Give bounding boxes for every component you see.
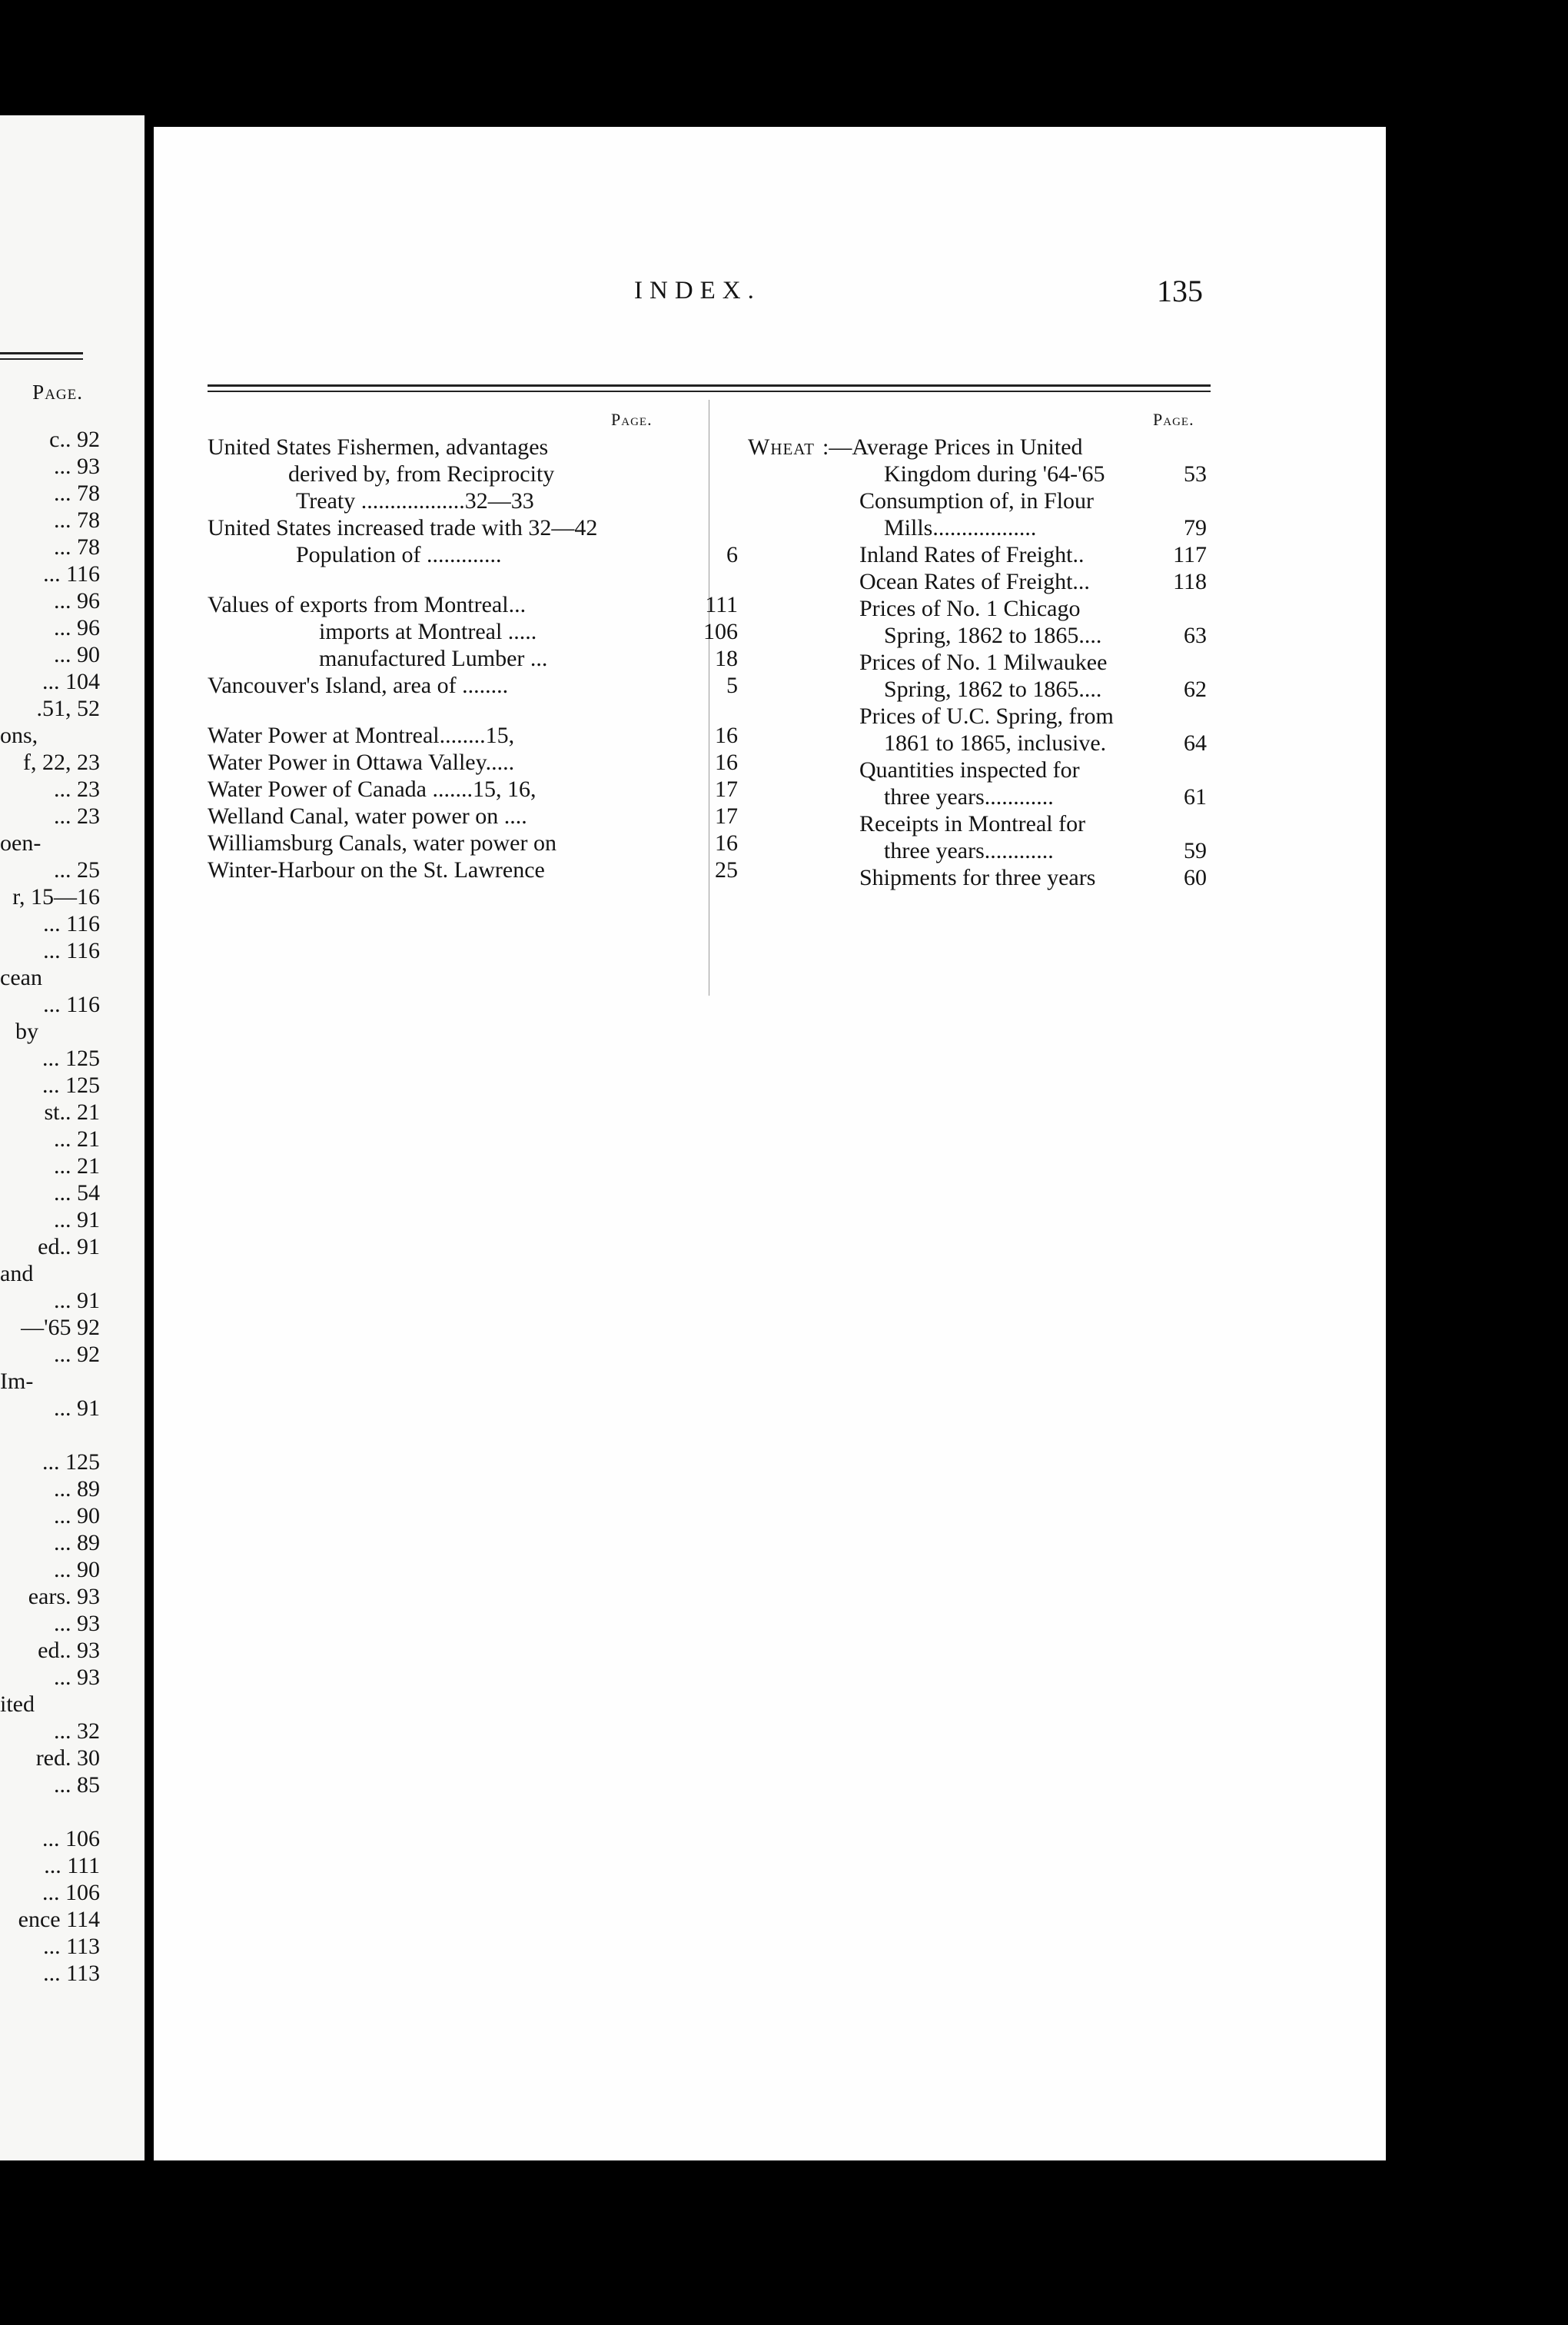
index-entry <box>884 677 1207 703</box>
previous-page-line: ... 116 <box>43 911 100 936</box>
index-entry <box>884 515 1207 541</box>
previous-page-line: ... 113 <box>43 1961 100 1986</box>
previous-page-line: f, 22, 23 <box>23 750 100 775</box>
index-entry-text: Spring, 1862 to 1865.... <box>884 623 1102 648</box>
previous-page-line: oen- <box>0 830 42 856</box>
index-entry-page: 61 <box>1184 784 1207 810</box>
index-entry <box>884 838 1207 864</box>
previous-page-line: ... 116 <box>43 561 100 587</box>
previous-page-line: ... 21 <box>54 1153 100 1179</box>
previous-page-line: ... 89 <box>54 1530 100 1555</box>
index-entry-page: 25 <box>715 857 738 883</box>
index-entry-page: 53 <box>1184 461 1207 487</box>
index-entry <box>208 723 738 749</box>
previous-page-line: ... 93 <box>54 454 100 479</box>
previous-page-page-label: Page. <box>32 381 83 404</box>
previous-page-line: ... 25 <box>54 857 100 883</box>
index-entry-text: manufactured Lumber ... <box>319 646 548 671</box>
index-entry-text: Winter-Harbour on the St. Lawrence <box>208 857 545 883</box>
previous-page-line: Im- <box>0 1369 34 1394</box>
index-entry-text: Kingdom during '64-'65 <box>884 461 1105 487</box>
previous-page-line: ... 23 <box>54 803 100 829</box>
index-entry <box>859 703 1207 730</box>
index-entry <box>288 461 738 487</box>
previous-page-line: ... 96 <box>54 615 100 640</box>
index-entry-text: derived by, from Reciprocity <box>288 461 555 487</box>
index-entry <box>859 596 1207 622</box>
previous-page-line: cean <box>0 965 42 990</box>
previous-page-line: ... 106 <box>42 1880 100 1905</box>
index-entry <box>208 673 738 699</box>
previous-page-line: ited <box>0 1691 35 1717</box>
previous-page-line: ... 93 <box>54 1665 100 1690</box>
index-entry-text: Williamsburg Canals, water power on <box>208 830 556 856</box>
previous-page-line: ... 23 <box>54 777 100 802</box>
index-entry <box>859 811 1207 837</box>
previous-page-line: ... 125 <box>42 1449 100 1475</box>
previous-page-line: ed.. 91 <box>38 1234 100 1259</box>
index-entry-page: 18 <box>715 646 738 671</box>
previous-page-line: ears. 93 <box>28 1584 100 1609</box>
index-entry-text: Ocean Rates of Freight... <box>859 569 1090 594</box>
previous-page-line: ... 96 <box>54 588 100 614</box>
previous-page-line: ... 89 <box>54 1476 100 1502</box>
index-entry-text: three years............ <box>884 784 1054 810</box>
index-entry <box>822 434 1207 461</box>
index-entry-text: Consumption of, in Flour <box>859 488 1095 514</box>
previous-page-line: ... 111 <box>44 1853 100 1878</box>
previous-page-line: ... 85 <box>54 1772 100 1798</box>
index-entry <box>208 803 738 830</box>
previous-page-line: ... 90 <box>54 1503 100 1528</box>
index-entry-text: Inland Rates of Freight.. <box>859 542 1085 567</box>
index-entry-text: Spring, 1862 to 1865.... <box>884 677 1102 702</box>
previous-page-line: ... 90 <box>54 642 100 667</box>
previous-page-line: by <box>15 1019 38 1044</box>
index-entry-text: Water Power at Montreal........15, <box>208 723 515 748</box>
header-rule <box>208 384 1211 387</box>
index-entry-page: 17 <box>715 777 738 802</box>
previous-page-line: ... 91 <box>54 1288 100 1313</box>
previous-page-rule <box>0 352 83 354</box>
index-entry-text: Prices of No. 1 Chicago <box>859 596 1081 621</box>
previous-page-line: r, 15—16 <box>12 884 100 910</box>
index-entry <box>319 646 738 672</box>
index-entry <box>208 777 738 803</box>
previous-page-line: c.. 92 <box>49 427 100 452</box>
index-entry <box>208 592 738 618</box>
index-entry <box>859 865 1207 891</box>
previous-page-line: ... 104 <box>42 669 100 694</box>
previous-page-line: ... 91 <box>54 1207 100 1232</box>
previous-page-line: ... 92 <box>54 1342 100 1367</box>
previous-page-line: and <box>0 1261 34 1286</box>
index-entry-text: Population of ............. <box>296 542 502 567</box>
index-entry-page: 106 <box>703 619 738 644</box>
index-entry-page: 63 <box>1184 623 1207 648</box>
previous-page-line: —'65 92 <box>21 1315 100 1340</box>
right-column-page-label: Page. <box>1153 410 1194 429</box>
index-entry-page: 117 <box>1173 542 1207 567</box>
index-entry-text: Water Power in Ottawa Valley..... <box>208 750 515 775</box>
index-entry-text: Quantities inspected for <box>859 757 1080 783</box>
index-entry-page: 111 <box>705 592 738 617</box>
index-entry-text: Welland Canal, water power on .... <box>208 803 527 829</box>
index-entry <box>208 857 738 883</box>
previous-page-line: ... 21 <box>54 1126 100 1152</box>
index-entry <box>296 542 738 568</box>
index-entry <box>884 461 1207 487</box>
index-entry-text: Mills.................. <box>884 515 1037 541</box>
index-entry-text: Shipments for three years <box>859 865 1096 890</box>
previous-page-line: ... 91 <box>54 1395 100 1421</box>
previous-page-line: ... 78 <box>54 534 100 560</box>
index-entry <box>884 784 1207 810</box>
index-entry-text: Prices of U.C. Spring, from <box>859 703 1114 729</box>
index-entry-text: Water Power of Canada .......15, 16, <box>208 777 537 802</box>
index-entry-page: 60 <box>1184 865 1207 890</box>
previous-page-line: red. 30 <box>35 1745 100 1771</box>
index-entry-text: United States increased trade with 32—42 <box>208 515 598 541</box>
index-entry <box>208 830 738 856</box>
index-entry <box>296 488 738 514</box>
index-entry-page: 79 <box>1184 515 1207 541</box>
previous-page-line: ... 78 <box>54 481 100 506</box>
index-entry <box>208 750 738 776</box>
previous-page-line: ... 93 <box>54 1611 100 1636</box>
index-entry-text: Vancouver's Island, area of ........ <box>208 673 509 698</box>
previous-page-line: ... 116 <box>43 938 100 963</box>
index-entry-text: 1861 to 1865, inclusive. <box>884 730 1107 756</box>
previous-page-edge <box>0 115 145 2160</box>
index-entry <box>859 757 1207 783</box>
index-page: INDEX. 135 Page. Page. United States Fishermen, advantages derived by, from Reciprocity Treaty ..................32—33 United States increased trade with 32—42 Population of ............. 6 Values of exports from Montreal... 111 imports at Montreal ..... 106 manufactured Lumber ... 18 Vancouver's Island, area of ........ 5 Water Power at Montreal........15, 16 Water Power in Ottawa Valley..... 16 Water Power of Canada .......15, 16, 17 Welland Canal, water power on .... 17 Williamsburg Canals, water power on 16 Winter-Harbour on the St. Lawrence 25 Wheat :—Average Prices in United Kingdom during '64-'65 53 Consumption of, in Flour Mills.................. 79 Inland Rates of Freight.. 117 Ocean Rates of Freight... 118 Prices of No. 1 Chicago Spring, 1862 to 1865.... 63 Prices of No. 1 Milwaukee Spring, 1862 to 1865.... 62 Prices of U.C. Spring, from 1861 to 1865, inclusive. 64 Quantities inspected for three years............ 61 Receipts in Montreal for three years............ 59 Shipments for three years 60 <box>154 127 1386 2160</box>
index-entry <box>884 730 1207 757</box>
page-title: INDEX. <box>634 277 761 304</box>
index-entry-page: 6 <box>726 542 738 567</box>
index-entry-page: 62 <box>1184 677 1207 702</box>
index-entry <box>859 650 1207 676</box>
previous-page-line: ... 90 <box>54 1557 100 1582</box>
previous-page-line: ... 113 <box>43 1934 100 1959</box>
page-number: 135 <box>1157 274 1203 308</box>
header-rule <box>208 391 1211 392</box>
index-entry-text: Treaty ..................32—33 <box>296 488 534 514</box>
index-entry <box>859 488 1207 514</box>
previous-page-line: ... 54 <box>54 1180 100 1206</box>
index-entry-text: Values of exports from Montreal... <box>208 592 527 617</box>
index-entry <box>319 619 738 645</box>
index-entry-text: Prices of No. 1 Milwaukee <box>859 650 1108 675</box>
previous-page-line: ence 114 <box>18 1907 100 1932</box>
previous-page-line: st.. 21 <box>44 1099 100 1125</box>
index-entry <box>859 569 1207 595</box>
previous-page-line: ed.. 93 <box>38 1638 100 1663</box>
previous-page-line: ons, <box>0 723 38 748</box>
previous-page-line: ... 116 <box>43 992 100 1017</box>
previous-page-line: ... 32 <box>54 1718 100 1744</box>
left-column-page-label: Page. <box>611 410 653 429</box>
index-entry-text: imports at Montreal ..... <box>319 619 537 644</box>
previous-page-line: ... 125 <box>42 1046 100 1071</box>
index-entry-text: :—Average Prices in United <box>822 434 1083 460</box>
previous-page-line: ... 78 <box>54 507 100 533</box>
previous-page-line: .51, 52 <box>36 696 100 721</box>
index-entry-page: 16 <box>715 723 738 748</box>
index-entry <box>208 434 738 461</box>
index-entry-page: 64 <box>1184 730 1207 756</box>
index-entry-page: 17 <box>715 803 738 829</box>
index-entry <box>208 515 738 541</box>
index-entry <box>859 542 1207 568</box>
index-entry-page: 59 <box>1184 838 1207 863</box>
index-entry-text: Receipts in Montreal for <box>859 811 1086 837</box>
index-entry <box>884 623 1207 649</box>
previous-page-rule <box>0 358 83 360</box>
index-entry-text: three years............ <box>884 838 1054 863</box>
index-entry-page: 16 <box>715 830 738 856</box>
index-entry-text: United States Fishermen, advantages <box>208 434 549 460</box>
index-entry-page: 118 <box>1173 569 1207 594</box>
index-entry-page: 16 <box>715 750 738 775</box>
index-entry-page: 5 <box>726 673 738 698</box>
previous-page-line: ... 106 <box>42 1826 100 1851</box>
previous-page-line: ... 125 <box>42 1073 100 1098</box>
